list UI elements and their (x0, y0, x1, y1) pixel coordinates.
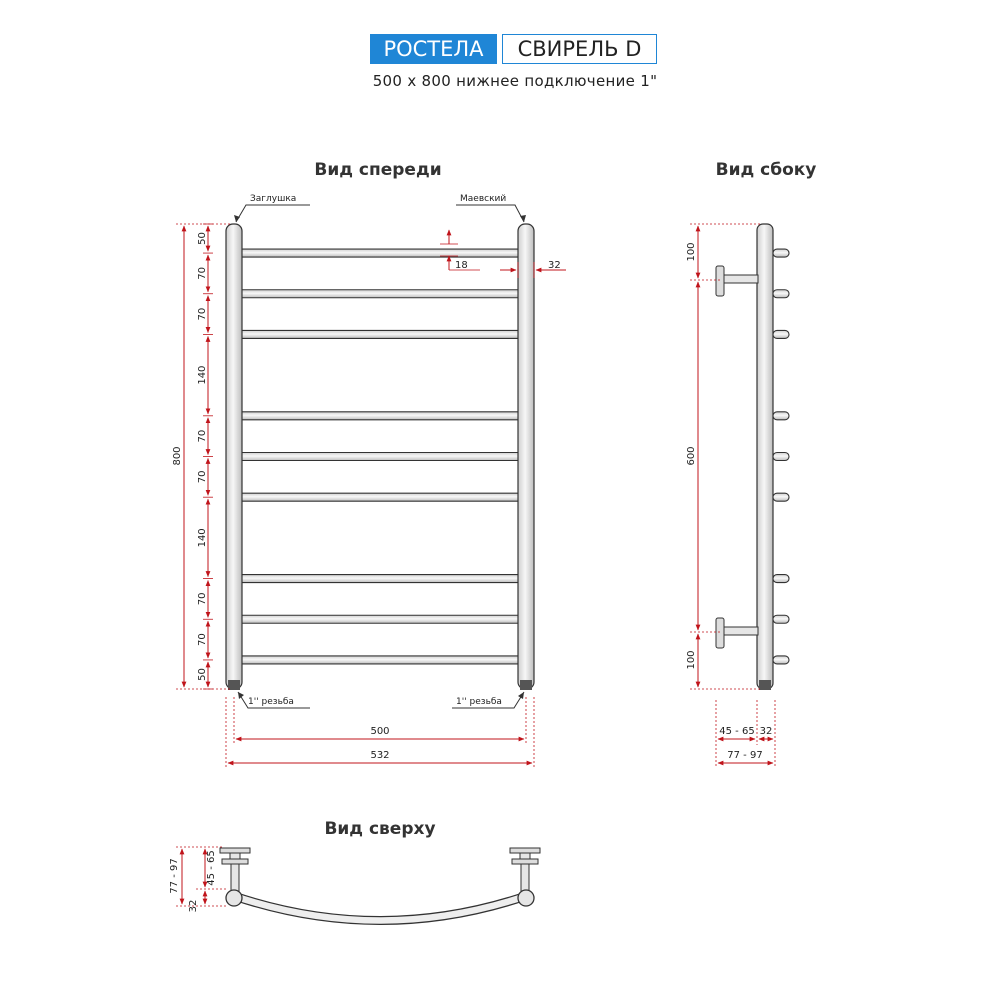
top-post-left (226, 890, 242, 906)
rail-5 (236, 453, 524, 461)
top-dim-partial: 32 (188, 899, 199, 913)
side-rail-end-3 (773, 330, 789, 338)
rail-4 (236, 412, 524, 420)
side-rail-end-8 (773, 615, 789, 623)
segment-label-10: 50 (197, 668, 208, 681)
brand-logo: РОСТЕЛА (370, 34, 497, 64)
rail-7 (236, 575, 524, 583)
right-post (518, 224, 534, 689)
side-rail-end-2 (773, 290, 789, 298)
segment-label-6: 70 (197, 470, 208, 484)
top-view-dimensions (169, 847, 226, 912)
segment-label-8: 70 (197, 592, 208, 606)
side-dim-middle: 600 (686, 446, 697, 466)
front-view-title: Вид спереди (314, 160, 442, 180)
segment-label-3: 70 (197, 307, 208, 321)
left-thread (228, 680, 240, 690)
top-flange-right (510, 848, 540, 853)
segment-label-7: 140 (197, 528, 208, 548)
top-view-title: Вид сверху (324, 819, 436, 839)
post-dim-label: 32 (548, 260, 561, 271)
side-dim-bottom: 100 (686, 650, 697, 670)
rail-dim-label: 18 (455, 260, 468, 271)
side-rail-end-6 (773, 493, 789, 501)
width-outer-label: 532 (370, 750, 390, 761)
rail-9 (236, 656, 524, 664)
product-subtitle: 500 х 800 нижнее подключение 1" (372, 72, 658, 90)
side-view (716, 224, 789, 690)
side-depth-dimensions (716, 700, 775, 768)
thread-right-label: 1'' резьба (456, 697, 502, 707)
rail-3 (236, 330, 524, 338)
rail-8 (236, 615, 524, 623)
segment-label-2: 70 (197, 267, 208, 280)
wall-bracket-top (716, 266, 758, 296)
side-rail-end-1 (773, 249, 789, 257)
wall-bracket-bottom (716, 618, 758, 648)
side-post (757, 224, 773, 689)
rail-6 (236, 493, 524, 501)
side-rail-end-9 (773, 656, 789, 664)
side-rail-end-4 (773, 412, 789, 420)
top-dim-range: 45 - 65 (206, 850, 217, 886)
rail-2 (236, 290, 524, 298)
plug-leader (236, 205, 310, 222)
side-thread (759, 680, 771, 690)
segment-dimensions (197, 224, 213, 689)
depth-b-label: 32 (759, 726, 773, 737)
rail-1 (236, 249, 524, 257)
side-rail-end-7 (773, 575, 789, 583)
depth-total-label: 77 - 97 (727, 750, 763, 761)
front-view (226, 194, 534, 708)
thread-left-label: 1'' резьба (248, 697, 294, 707)
side-view-title: Вид сбоку (715, 160, 817, 180)
top-view (220, 848, 540, 921)
depth-a-label: 45 - 65 (719, 726, 755, 737)
right-thread (520, 680, 532, 690)
segment-label-1: 50 (197, 232, 208, 245)
side-dim-top: 100 (686, 242, 697, 262)
segment-label-4: 140 (197, 365, 208, 385)
width-inner-label: 500 (370, 726, 390, 737)
side-rail-end-5 (773, 453, 789, 461)
height-dimension (172, 224, 232, 689)
top-post-right (518, 890, 534, 906)
left-post (226, 224, 242, 689)
valve-label: Маевский (460, 194, 507, 204)
plug-label: Заглушка (250, 194, 297, 204)
segment-label-9: 70 (197, 633, 208, 646)
valve-leader (456, 205, 524, 222)
top-dim-total: 77 - 97 (169, 858, 180, 894)
model-name: СВИРЕЛЬ D (502, 34, 657, 64)
segment-label-5: 70 (197, 429, 208, 443)
height-total-label: 800 (172, 446, 183, 466)
top-flange-left (220, 848, 250, 853)
